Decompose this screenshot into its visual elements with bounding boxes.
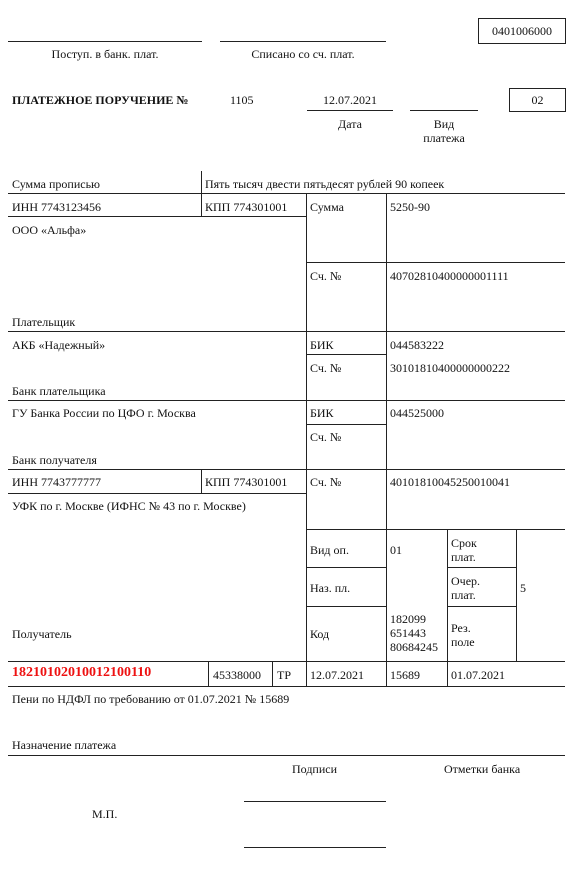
payee-kpp: КПП 774301001	[205, 475, 288, 489]
date-label: Дата	[338, 117, 362, 131]
ocher-value: 5	[520, 581, 526, 595]
grid-line	[8, 469, 565, 470]
payee-bank-account-label: Сч. №	[310, 430, 342, 444]
amount-words-label: Сумма прописью	[12, 177, 101, 191]
signature-line-1	[244, 801, 386, 802]
payer-account-label: Сч. №	[310, 269, 342, 283]
kod-value: 182099 651443 80684245	[390, 612, 438, 654]
order-code-box	[509, 88, 566, 112]
grid-line	[306, 262, 565, 263]
kod-label: Код	[310, 627, 330, 641]
date-line	[307, 110, 393, 111]
payer-bank-name: АКБ «Надежный»	[12, 338, 106, 352]
grid-line	[306, 529, 565, 530]
payee-bank-name: ГУ Банка России по ЦФО г. Москва	[12, 406, 196, 420]
doc-number: 15689	[390, 668, 420, 682]
debited-label: Списано со сч. плат.	[251, 47, 355, 61]
payee-bank-bik-label: БИК	[310, 406, 334, 420]
grid-line	[272, 661, 273, 686]
payer-bank-account-value: 30101810400000000222	[390, 361, 510, 375]
oktmo-code: 45338000	[213, 668, 261, 682]
grid-line	[8, 193, 565, 194]
grid-line	[386, 331, 387, 470]
payment-type-line	[410, 110, 478, 111]
signatures-label: Подписи	[292, 762, 338, 776]
payer-name: ООО «Альфа»	[12, 223, 87, 237]
grid-line	[8, 331, 565, 332]
grid-line	[208, 661, 209, 686]
doc-date: 01.07.2021	[451, 668, 505, 682]
basis-code: ТР	[277, 668, 292, 682]
grid-line	[306, 354, 386, 355]
order-number: 1105	[230, 93, 254, 107]
grid-line	[447, 567, 516, 568]
grid-line	[516, 529, 517, 661]
order-code: 02	[531, 93, 544, 107]
vid-op-value: 01	[390, 543, 402, 557]
payment-type-label: Вид платежа	[423, 117, 465, 145]
payee-bank-bik-value: 044525000	[390, 406, 444, 420]
grid-line	[8, 661, 565, 662]
grid-line	[8, 493, 306, 494]
sum-value: 5250-90	[390, 200, 430, 214]
payer-bank-label: Банк плательщика	[12, 384, 106, 398]
order-date: 12.07.2021	[323, 93, 377, 107]
grid-line	[306, 606, 386, 607]
kbk-code: 18210102010012100110	[12, 665, 152, 680]
rez-label: Рез. поле	[451, 621, 475, 649]
payment-purpose-label: Назначение платежа	[12, 738, 117, 752]
stamp-label: М.П.	[92, 807, 118, 821]
grid-line	[8, 216, 306, 217]
payment-purpose-text: Пени по НДФЛ по требованию от 01.07.2021 № 15689	[12, 692, 290, 706]
signature-line-2	[244, 847, 386, 848]
payee-label: Получатель	[12, 627, 72, 641]
grid-line	[306, 424, 386, 425]
grid-line	[8, 755, 565, 756]
payer-bank-account-label: Сч. №	[310, 361, 342, 375]
tax-period: 12.07.2021	[310, 668, 364, 682]
grid-line	[201, 469, 202, 493]
amount-words-value: Пять тысяч двести пятьдесят рублей 90 копеек	[205, 177, 445, 191]
grid-line	[8, 686, 565, 687]
form-code-box	[478, 18, 566, 44]
payee-bank-label: Банк получателя	[12, 453, 97, 467]
payee-account-label: Сч. №	[310, 475, 342, 489]
debited-line	[220, 41, 386, 42]
payer-bank-bik-value: 044583222	[390, 338, 444, 352]
bank-received-line	[8, 41, 202, 42]
payee-inn: ИНН 7743777777	[12, 475, 101, 489]
form-code: 0401006000	[492, 24, 552, 38]
payer-label: Плательщик	[12, 315, 76, 329]
bank-received-label: Поступ. в банк. плат.	[51, 47, 159, 61]
payer-kpp: КПП 774301001	[205, 200, 288, 214]
ocher-label: Очер. плат.	[451, 574, 481, 602]
naz-pl-label: Наз. пл.	[310, 581, 351, 595]
grid-line	[386, 469, 387, 686]
grid-line	[306, 469, 307, 686]
srok-label: Срок плат.	[451, 536, 477, 564]
payer-bank-bik-label: БИК	[310, 338, 334, 352]
order-title: ПЛАТЕЖНОЕ ПОРУЧЕНИЕ №	[12, 93, 189, 107]
grid-line	[8, 400, 565, 401]
sum-label: Сумма	[310, 200, 344, 214]
payer-account-value: 40702810400000001111	[390, 269, 509, 283]
payee-name: УФК по г. Москве (ИФНС № 43 по г. Москве)	[12, 499, 246, 513]
vid-op-label: Вид оп.	[310, 543, 349, 557]
grid-line	[386, 193, 387, 332]
grid-line	[306, 331, 307, 470]
grid-line	[447, 529, 448, 686]
payee-account-value: 40101810045250010041	[390, 475, 510, 489]
bank-marks-label: Отметки банка	[444, 762, 521, 776]
grid-line	[447, 606, 516, 607]
grid-line	[306, 567, 386, 568]
grid-line	[201, 171, 202, 216]
payer-inn: ИНН 7743123456	[12, 200, 101, 214]
grid-line	[306, 193, 307, 332]
